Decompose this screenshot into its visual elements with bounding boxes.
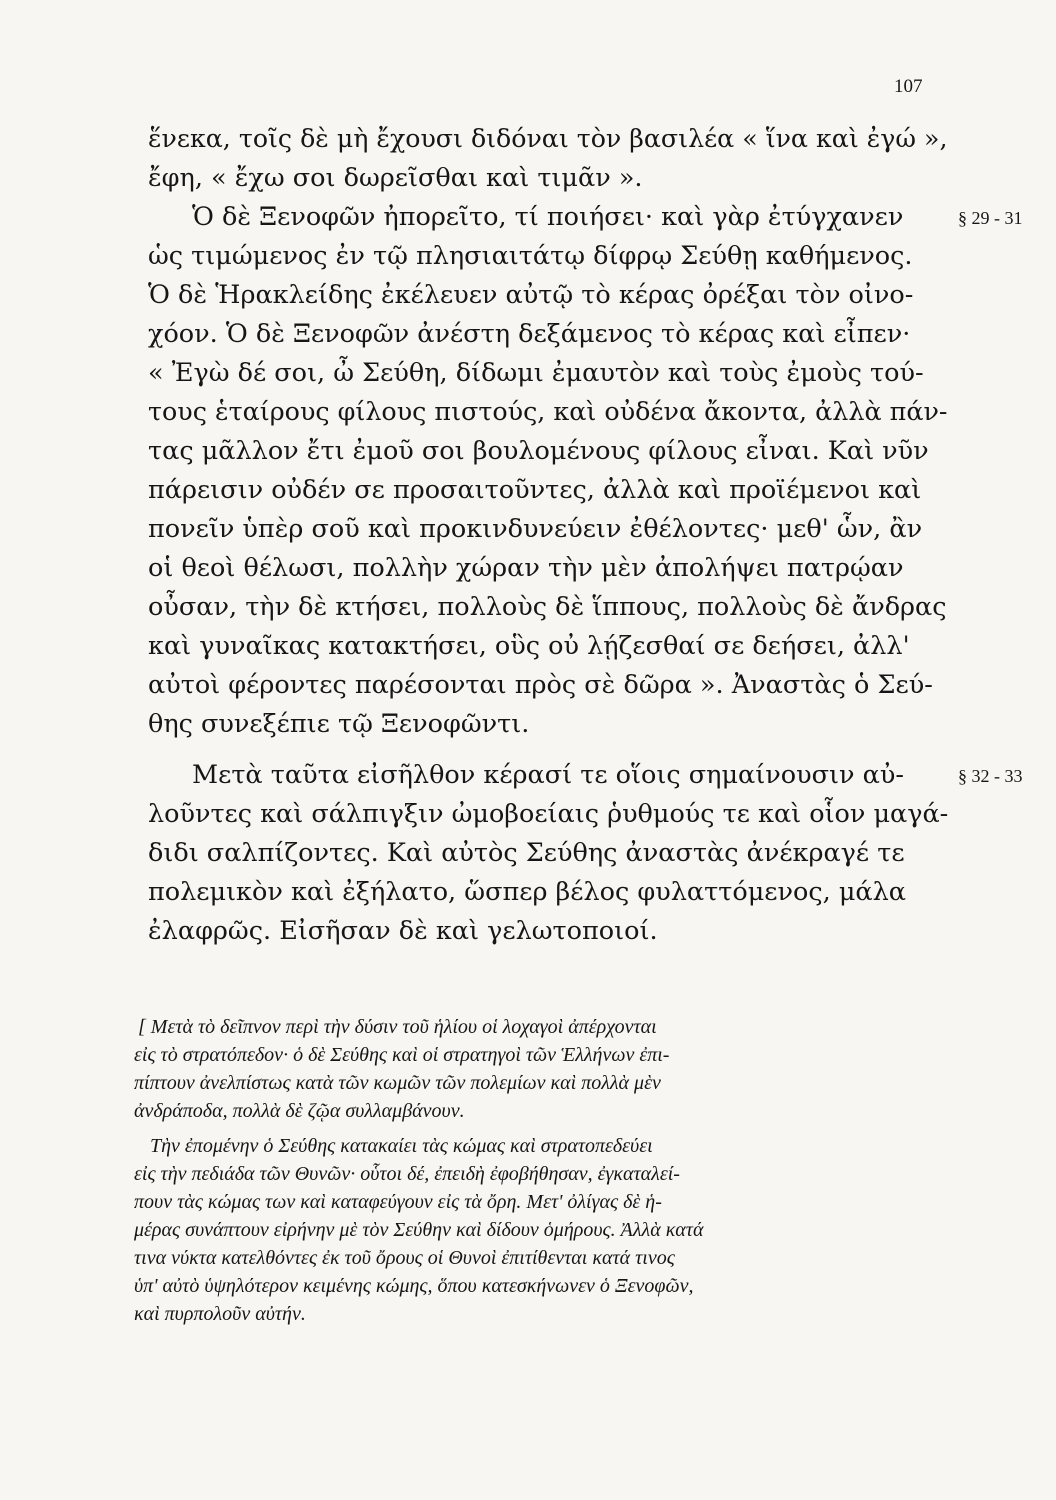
page-number: 107: [894, 76, 923, 97]
text-line: πολεμικὸν καὶ ἐξήλατο, ὥσπερ βέλος φυλαττόμενος, μάλα: [148, 877, 907, 907]
summary-line: ὑπ' αὐτὸ ὑψηλότερον κειμένης κώμης, ὅπου κατεσκήνωνεν ὁ Ξενοφῶν,: [134, 1275, 694, 1297]
summary-line: Τὴν ἐπομένην ὁ Σεύθης κατακαίει τὰς κώμας καὶ στρατοπεδεύει: [150, 1135, 653, 1157]
text-line: Μετὰ ταῦτα εἰσῆλθον κέρασί τε οἵοις σημαίνουσιν αὐ-: [192, 760, 904, 790]
text-line: πάρεισιν οὐδέν σε προσαιτοῦντες, ἀλλὰ καὶ προϊέμενοι καὶ: [148, 475, 922, 505]
text-line: οὖσαν, τὴν δὲ κτήσει, πολλοὺς δὲ ἵππους, πολλοὺς δὲ ἄνδρας: [148, 592, 947, 622]
text-line: ὡς τιμώμενος ἐν τῷ πλησιαιτάτῳ δίφρῳ Σεύθῃ καθήμενος.: [148, 241, 913, 271]
summary-line: καὶ πυρπολοῦν αὐτήν.: [134, 1303, 306, 1325]
text-line: θης συνεξέπιε τῷ Ξενοφῶντι.: [148, 709, 530, 739]
summary-line: [ Μετὰ τὸ δεῖπνον περὶ τὴν δύσιν τοῦ ἡλίου οἱ λοχαγοὶ ἀπέρχονται: [138, 1016, 657, 1038]
text-line: ἔφη, « ἔχω σοι δωρεῖσθαι καὶ τιμᾶν ».: [148, 163, 643, 193]
margin-section-note: § 32 - 33: [958, 766, 1023, 786]
text-line: λοῦντες καὶ σάλπιγξιν ὠμοβοείαις ῥυθμούς τε καὶ οἷον μαγά-: [148, 799, 949, 829]
summary-line: πίπτουν ἀνελπίστως κατὰ τῶν κωμῶν τῶν πολεμίων καὶ πολλὰ μὲν: [134, 1072, 661, 1094]
margin-section-note: § 29 - 31: [958, 208, 1023, 228]
text-line: ἐλαφρῶς. Εἰσῆσαν δὲ καὶ γελωτοποιοί.: [148, 916, 658, 946]
text-line: τους ἑταίρους φίλους πιστούς, καὶ οὐδένα ἄκοντα, ἀλλὰ πάν-: [148, 397, 948, 427]
text-line: καὶ γυναῖκας κατακτήσει, οὓς οὐ λῄζεσθαί σε δεήσει, ἀλλ': [148, 631, 910, 661]
summary-line: τινα νύκτα κατελθόντες ἐκ τοῦ ὄρους οἱ Θυνοὶ ἐπιτίθενται κατά τινος: [134, 1247, 675, 1269]
text-line: « Ἐγὼ δέ σοι, ὦ Σεύθη, δίδωμι ἐμαυτὸν καὶ τοὺς ἐμοὺς τού-: [148, 358, 924, 388]
text-line: οἱ θεοὶ θέλωσι, πολλὴν χώραν τὴν μὲν ἀπολήψει πατρῴαν: [148, 553, 904, 583]
text-line: αὐτοὶ φέροντες παρέσονται πρὸς σὲ δῶρα ». Ἀναστὰς ὁ Σεύ-: [148, 670, 933, 700]
text-line: ἕνεκα, τοῖς δὲ μὴ ἔχουσι διδόναι τὸν βασιλέα « ἵνα καὶ ἐγώ »,: [148, 124, 948, 154]
summary-line: μέρας συνάπτουν εἰρήνην μὲ τὸν Σεύθην καὶ δίδουν ὁμήρους. Ἀλλὰ κατά: [134, 1219, 704, 1241]
summary-line: εἰς τὴν πεδιάδα τῶν Θυνῶν· οὗτοι δέ, ἐπειδὴ ἐφοβήθησαν, ἐγκαταλεί-: [134, 1163, 680, 1185]
text-line: Ὁ δὲ Ἡρακλείδης ἐκέλευεν αὐτῷ τὸ κέρας ὀρέξαι τὸν οἰνο-: [148, 280, 914, 310]
text-line: διδι σαλπίζοντες. Καὶ αὐτὸς Σεύθης ἀναστὰς ἀνέκραγέ τε: [148, 838, 905, 868]
summary-line: πουν τὰς κώμας των καὶ καταφεύγουν εἰς τὰ ὄρη. Μετ' ὀλίγας δὲ ἡ-: [134, 1191, 662, 1213]
text-line: πονεῖν ὑπὲρ σοῦ καὶ προκινδυνεύειν ἐθέλοντες· μεθ' ὧν, ἂν: [148, 514, 923, 544]
summary-line: ἀνδράποδα, πολλὰ δὲ ζῷα συλλαμβάνουν.: [134, 1100, 465, 1122]
text-line: Ὁ δὲ Ξενοφῶν ἠπορεῖτο, τί ποιήσει· καὶ γὰρ ἐτύγχανεν: [192, 202, 904, 232]
text-line: τας μᾶλλον ἔτι ἐμοῦ σοι βουλομένους φίλους εἶναι. Καὶ νῦν: [148, 436, 929, 466]
summary-line: εἰς τὸ στρατόπεδον· ὁ δὲ Σεύθης καὶ οἱ στρατηγοὶ τῶν Ἑλλήνων ἐπι-: [134, 1044, 670, 1066]
text-line: χόον. Ὁ δὲ Ξενοφῶν ἀνέστη δεξάμενος τὸ κέρας καὶ εἶπεν·: [148, 319, 911, 349]
